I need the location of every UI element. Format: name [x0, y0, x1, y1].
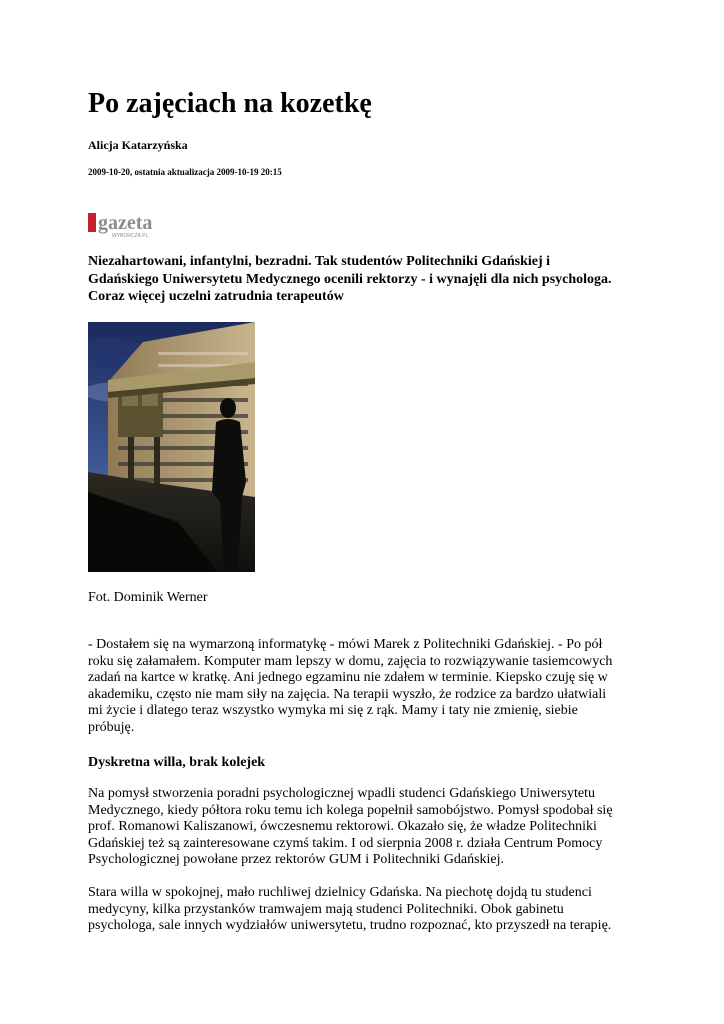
- paragraph-line: Psychologicznej powołane przez rektorów GUM i Politechniki Gdańskiej.: [88, 852, 505, 867]
- gazeta-logo-graphic: [88, 209, 164, 239]
- paragraph-line: Medycznego, kiedy półtora roku temu ich kolega popełnił samobójstwo. Pomysł spodobał się: [88, 802, 613, 818]
- paragraph-line: zadań na kartce w kratkę. Ani jednego egzaminu nie zdałem w terminie. Kiepsko czuję się w: [88, 670, 608, 685]
- lead-line: Niezahartowani, infantylni, bezradni. Tak studentów Politechniki Gdańskiej i: [88, 254, 551, 269]
- lead-line: Coraz więcej uczelni zatrudnia terapeutów: [88, 289, 344, 304]
- photo-image: [88, 322, 255, 572]
- article-date: 2009-10-20, ostatnia aktualizacja 2009-10-19 20:15: [88, 167, 282, 177]
- article-lead: [88, 253, 648, 306]
- paragraph-line: mi życie i dlatego teraz wszystko wymyka mi się z rąk. Mamy i taty nie zmienię, siebie: [88, 703, 578, 718]
- article-photo: [88, 322, 255, 572]
- section-subheading: Dyskretna willa, brak kolejek: [88, 755, 266, 770]
- article-author: Alicja Katarzyńska: [88, 138, 188, 152]
- paragraph-line: próbuję.: [88, 719, 135, 735]
- paragraph-line: prof. Romanowi Kaliszanowi, ówczesnemu rektorowi. Okazało się, że władze Politechniki: [88, 819, 597, 834]
- logo-wordmark: gazeta: [98, 212, 153, 234]
- paragraph-1: [88, 637, 648, 736]
- paragraph-line: Na pomysł stworzenia poradni psychologicznej wpadli studenci Gdańskiego Uniwersytetu: [88, 786, 595, 801]
- lead-line: Gdańskiego Uniwersytetu Medycznego ocenili rektorzy - i wynajęli dla nich psychologa.: [88, 271, 612, 287]
- gazeta-logo: [88, 209, 164, 239]
- paragraph-line: Stara willa w spokojnej, mało ruchliwej dzielnicy Gdańska. Na piechotę dojdą tu studenci: [88, 885, 592, 900]
- paragraph-line: - Dostałem się na wymarzoną informatykę - mówi Marek z Politechniki Gdańskiej. - Po pół: [88, 637, 603, 652]
- paragraph-line: akademiku, często nie mam siły na zajęcia. Na terapii wyszło, że rodzice za bardzo ułatwiali: [88, 686, 607, 702]
- paragraph-line: psychologa, sale innych wydziałów uniwersytetu, trudno rozpoznać, kto przyszedł na terapię.: [88, 918, 612, 933]
- article-title: Po zajęciach na kozetkę: [88, 88, 372, 119]
- paragraph-line: Gdańskiej też są zainteresowane czymś takim. I od sierpnia 2008 r. działa Centrum Pomocy: [88, 835, 603, 851]
- paragraph-line: roku się załamałem. Komputer mam lepszy w domu, zajęcia to rozwiązywanie tasiemcowych: [88, 653, 613, 669]
- paragraph-3: [88, 885, 648, 935]
- paragraph-line: medycyny, kilka przystanków tramwajem mają studenci Politechniki. Obok gabinetu: [88, 901, 564, 917]
- paragraph-2: [88, 786, 648, 869]
- photo-caption: Fot. Dominik Werner: [88, 590, 208, 605]
- logo-subtext: WYBORCZA.PL: [112, 233, 149, 239]
